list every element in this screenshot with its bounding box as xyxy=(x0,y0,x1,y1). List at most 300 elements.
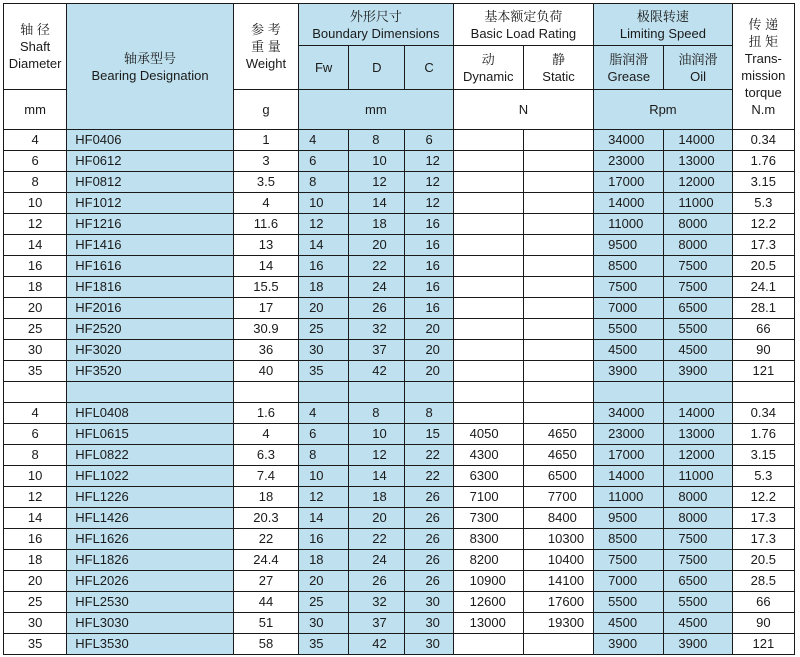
cell-dynamic xyxy=(453,172,523,193)
cell-fw: 14 xyxy=(299,235,349,256)
cell-c: 20 xyxy=(405,361,453,382)
cell-static xyxy=(523,130,593,151)
cell-fw: 20 xyxy=(299,571,349,592)
cell-grease: 5500 xyxy=(594,319,664,340)
cell-dynamic xyxy=(453,319,523,340)
header-static: 静 Static xyxy=(523,46,593,90)
table-row xyxy=(4,151,795,172)
cell-designation: HFL1626 xyxy=(67,529,234,550)
cell-shaft: 35 xyxy=(4,634,67,655)
cell-static xyxy=(523,172,593,193)
cell-weight: 7.4 xyxy=(233,466,298,487)
cell-c: 16 xyxy=(405,235,453,256)
cell-dynamic xyxy=(453,340,523,361)
cell-weight: 13 xyxy=(233,235,298,256)
cell-c: 30 xyxy=(405,592,453,613)
cell-shaft: 6 xyxy=(4,424,67,445)
cell-weight: 30.9 xyxy=(233,319,298,340)
cell-oil: 5500 xyxy=(664,319,732,340)
cell-shaft: 16 xyxy=(4,529,67,550)
cell-weight: 24.4 xyxy=(233,550,298,571)
cell-torque: 20.5 xyxy=(732,256,794,277)
cell-fw: 10 xyxy=(299,466,349,487)
cell-grease: 3900 xyxy=(594,361,664,382)
cell-weight: 4 xyxy=(233,424,298,445)
cell-dynamic: 8200 xyxy=(453,550,523,571)
cell-torque: 17.3 xyxy=(732,529,794,550)
cell-fw: 6 xyxy=(299,151,349,172)
cell-shaft: 18 xyxy=(4,550,67,571)
cell-d: 37 xyxy=(349,613,405,634)
cell-oil: 3900 xyxy=(664,634,732,655)
cell-static: 8400 xyxy=(523,508,593,529)
cell-grease: 5500 xyxy=(594,592,664,613)
cell-static xyxy=(523,340,593,361)
cell-oil: 6500 xyxy=(664,298,732,319)
cell-weight: 18 xyxy=(233,487,298,508)
cell-torque: 1.76 xyxy=(732,151,794,172)
header-oil: 油润滑 Oil xyxy=(664,46,732,90)
cell-torque: 17.3 xyxy=(732,235,794,256)
cell-oil: 4500 xyxy=(664,613,732,634)
cell-torque: 66 xyxy=(732,592,794,613)
cell-c: 12 xyxy=(405,172,453,193)
cell-static xyxy=(523,361,593,382)
cell-c: 20 xyxy=(405,319,453,340)
header-weight: 参 考 重 量 Weight xyxy=(233,4,298,90)
cell-c: 6 xyxy=(405,130,453,151)
cell-d: 12 xyxy=(349,445,405,466)
cell-d: 24 xyxy=(349,277,405,298)
table-row xyxy=(4,487,795,508)
header-limiting-speed: 极限转速 Limiting Speed xyxy=(594,4,733,46)
header-shaft-unit: mm xyxy=(4,90,67,130)
cell-shaft: 16 xyxy=(4,256,67,277)
header-d: D xyxy=(349,46,405,90)
cell-designation: HFL3530 xyxy=(67,634,234,655)
cell-c: 16 xyxy=(405,256,453,277)
cell-static xyxy=(523,403,593,424)
cell-fw: 18 xyxy=(299,277,349,298)
cell-grease: 11000 xyxy=(594,487,664,508)
cell-static: 4650 xyxy=(523,445,593,466)
cell-grease: 9500 xyxy=(594,235,664,256)
cell-static xyxy=(523,151,593,172)
cell-fw: 35 xyxy=(299,361,349,382)
cell-torque: 0.34 xyxy=(732,130,794,151)
cell-shaft: 4 xyxy=(4,130,67,151)
cell-weight: 22 xyxy=(233,529,298,550)
cell-fw: 12 xyxy=(299,214,349,235)
cell-weight: 20.3 xyxy=(233,508,298,529)
table-row xyxy=(4,592,795,613)
cell-c: 30 xyxy=(405,634,453,655)
cell-weight: 1.6 xyxy=(233,403,298,424)
cell-designation: HFL2530 xyxy=(67,592,234,613)
cell-d: 14 xyxy=(349,466,405,487)
cell-torque: 3.15 xyxy=(732,172,794,193)
cell-fw: 10 xyxy=(299,193,349,214)
table-row xyxy=(4,634,795,655)
cell-oil: 5500 xyxy=(664,592,732,613)
header-dims-unit: mm xyxy=(299,90,454,130)
cell-grease: 3900 xyxy=(594,634,664,655)
cell-static xyxy=(523,214,593,235)
cell-static xyxy=(523,235,593,256)
table-row xyxy=(4,613,795,634)
cell-torque: 121 xyxy=(732,634,794,655)
cell-dynamic: 10900 xyxy=(453,571,523,592)
cell-oil: 11000 xyxy=(664,193,732,214)
cell-static: 19300 xyxy=(523,613,593,634)
cell-dynamic xyxy=(453,277,523,298)
cell-grease: 4500 xyxy=(594,340,664,361)
table-row xyxy=(4,298,795,319)
cell-static xyxy=(523,256,593,277)
cell-oil: 3900 xyxy=(664,361,732,382)
cell-fw: 4 xyxy=(299,403,349,424)
cell-shaft: 18 xyxy=(4,277,67,298)
cell-static: 14100 xyxy=(523,571,593,592)
cell-c: 16 xyxy=(405,298,453,319)
cell-grease: 11000 xyxy=(594,214,664,235)
cell-designation: HFL1826 xyxy=(67,550,234,571)
cell-shaft: 35 xyxy=(4,361,67,382)
table-row xyxy=(4,235,795,256)
cell-oil: 6500 xyxy=(664,571,732,592)
cell-torque: 0.34 xyxy=(732,403,794,424)
cell-grease: 8500 xyxy=(594,256,664,277)
cell-grease: 7000 xyxy=(594,298,664,319)
header-c: C xyxy=(405,46,453,90)
cell-d: 22 xyxy=(349,529,405,550)
cell-weight: 15.5 xyxy=(233,277,298,298)
cell-shaft: 12 xyxy=(4,214,67,235)
cell-fw: 30 xyxy=(299,340,349,361)
header-weight-unit: g xyxy=(233,90,298,130)
table-row xyxy=(4,214,795,235)
cell-c: 26 xyxy=(405,571,453,592)
cell-weight: 51 xyxy=(233,613,298,634)
cell-d: 14 xyxy=(349,193,405,214)
table-row xyxy=(4,277,795,298)
cell-designation: HF2520 xyxy=(67,319,234,340)
cell-dynamic xyxy=(453,235,523,256)
cell-torque: 28.1 xyxy=(732,298,794,319)
cell-c: 26 xyxy=(405,529,453,550)
cell-oil: 8000 xyxy=(664,487,732,508)
cell-torque: 17.3 xyxy=(732,508,794,529)
table-row xyxy=(4,403,795,424)
cell-designation: HF3520 xyxy=(67,361,234,382)
cell-torque: 5.3 xyxy=(732,193,794,214)
cell-static: 10400 xyxy=(523,550,593,571)
cell-oil: 13000 xyxy=(664,424,732,445)
cell-dynamic: 13000 xyxy=(453,613,523,634)
cell-grease: 8500 xyxy=(594,529,664,550)
bearing-spec-table xyxy=(3,3,795,655)
cell-shaft: 8 xyxy=(4,172,67,193)
cell-torque: 20.5 xyxy=(732,550,794,571)
table-row xyxy=(4,466,795,487)
cell-designation: HFL1226 xyxy=(67,487,234,508)
cell-fw: 25 xyxy=(299,319,349,340)
cell-grease: 7500 xyxy=(594,550,664,571)
cell-d: 37 xyxy=(349,340,405,361)
cell-weight: 3.5 xyxy=(233,172,298,193)
header-basic-load-rating: 基本额定负荷 Basic Load Rating xyxy=(453,4,594,46)
cell-weight: 14 xyxy=(233,256,298,277)
cell-designation: HF1416 xyxy=(67,235,234,256)
cell-c: 12 xyxy=(405,151,453,172)
cell-static: 17600 xyxy=(523,592,593,613)
cell-fw: 6 xyxy=(299,424,349,445)
cell-designation: HF3020 xyxy=(67,340,234,361)
cell-designation: HF2016 xyxy=(67,298,234,319)
cell-designation: HFL3030 xyxy=(67,613,234,634)
cell-d: 18 xyxy=(349,214,405,235)
cell-weight: 44 xyxy=(233,592,298,613)
cell-oil: 7500 xyxy=(664,256,732,277)
cell-fw: 4 xyxy=(299,130,349,151)
cell-grease: 23000 xyxy=(594,151,664,172)
table-spacer xyxy=(4,382,795,403)
cell-dynamic xyxy=(453,151,523,172)
cell-torque: 5.3 xyxy=(732,466,794,487)
cell-oil: 13000 xyxy=(664,151,732,172)
header-speed-unit: Rpm xyxy=(594,90,733,130)
cell-c: 15 xyxy=(405,424,453,445)
cell-dynamic xyxy=(453,214,523,235)
table-row xyxy=(4,340,795,361)
table-row xyxy=(4,130,795,151)
cell-oil: 12000 xyxy=(664,172,732,193)
cell-grease: 17000 xyxy=(594,172,664,193)
cell-torque: 66 xyxy=(732,319,794,340)
cell-c: 12 xyxy=(405,193,453,214)
table-body-hfl xyxy=(4,403,795,655)
cell-weight: 4 xyxy=(233,193,298,214)
cell-fw: 35 xyxy=(299,634,349,655)
cell-designation: HF1616 xyxy=(67,256,234,277)
cell-grease: 9500 xyxy=(594,508,664,529)
cell-fw: 18 xyxy=(299,550,349,571)
cell-designation: HFL1022 xyxy=(67,466,234,487)
cell-grease: 14000 xyxy=(594,193,664,214)
cell-designation: HFL0615 xyxy=(67,424,234,445)
cell-d: 26 xyxy=(349,571,405,592)
cell-designation: HF1816 xyxy=(67,277,234,298)
cell-shaft: 14 xyxy=(4,235,67,256)
header-load-unit: N xyxy=(453,90,594,130)
cell-fw: 16 xyxy=(299,256,349,277)
table-row xyxy=(4,445,795,466)
cell-fw: 14 xyxy=(299,508,349,529)
cell-c: 30 xyxy=(405,613,453,634)
cell-grease: 7000 xyxy=(594,571,664,592)
cell-c: 22 xyxy=(405,445,453,466)
cell-static: 10300 xyxy=(523,529,593,550)
cell-d: 26 xyxy=(349,298,405,319)
cell-torque: 12.2 xyxy=(732,214,794,235)
cell-dynamic: 7100 xyxy=(453,487,523,508)
cell-designation: HF1216 xyxy=(67,214,234,235)
cell-c: 8 xyxy=(405,403,453,424)
cell-oil: 4500 xyxy=(664,340,732,361)
table-body-hf xyxy=(4,130,795,382)
header-transmission-torque: 传 递 扭 矩 Trans- mission torque N.m xyxy=(732,4,794,130)
cell-c: 26 xyxy=(405,487,453,508)
cell-dynamic xyxy=(453,361,523,382)
table-row xyxy=(4,361,795,382)
cell-dynamic xyxy=(453,634,523,655)
cell-oil: 8000 xyxy=(664,508,732,529)
header-boundary-dimensions: 外形尺寸 Boundary Dimensions xyxy=(299,4,454,46)
cell-fw: 16 xyxy=(299,529,349,550)
cell-torque: 121 xyxy=(732,361,794,382)
cell-d: 10 xyxy=(349,151,405,172)
cell-dynamic: 7300 xyxy=(453,508,523,529)
cell-weight: 17 xyxy=(233,298,298,319)
cell-weight: 40 xyxy=(233,361,298,382)
cell-dynamic xyxy=(453,193,523,214)
cell-fw: 25 xyxy=(299,592,349,613)
cell-shaft: 6 xyxy=(4,151,67,172)
table-row xyxy=(4,508,795,529)
cell-torque: 90 xyxy=(732,340,794,361)
cell-designation: HF1012 xyxy=(67,193,234,214)
cell-oil: 11000 xyxy=(664,466,732,487)
table-row xyxy=(4,319,795,340)
cell-torque: 12.2 xyxy=(732,487,794,508)
cell-designation: HFL2026 xyxy=(67,571,234,592)
cell-shaft: 25 xyxy=(4,319,67,340)
cell-weight: 58 xyxy=(233,634,298,655)
cell-shaft: 30 xyxy=(4,340,67,361)
cell-static: 4650 xyxy=(523,424,593,445)
cell-designation: HFL0822 xyxy=(67,445,234,466)
cell-fw: 8 xyxy=(299,445,349,466)
cell-c: 16 xyxy=(405,277,453,298)
cell-weight: 36 xyxy=(233,340,298,361)
cell-oil: 12000 xyxy=(664,445,732,466)
table-row xyxy=(4,193,795,214)
cell-weight: 3 xyxy=(233,151,298,172)
header-grease: 脂润滑 Grease xyxy=(594,46,664,90)
cell-shaft: 12 xyxy=(4,487,67,508)
cell-d: 32 xyxy=(349,592,405,613)
cell-shaft: 8 xyxy=(4,445,67,466)
cell-c: 26 xyxy=(405,508,453,529)
table-row xyxy=(4,424,795,445)
cell-d: 10 xyxy=(349,424,405,445)
cell-d: 42 xyxy=(349,634,405,655)
cell-static xyxy=(523,634,593,655)
cell-fw: 20 xyxy=(299,298,349,319)
cell-grease: 34000 xyxy=(594,130,664,151)
cell-designation: HFL0408 xyxy=(67,403,234,424)
table-row xyxy=(4,529,795,550)
cell-static xyxy=(523,277,593,298)
cell-shaft: 30 xyxy=(4,613,67,634)
cell-dynamic: 4050 xyxy=(453,424,523,445)
cell-dynamic: 4300 xyxy=(453,445,523,466)
cell-shaft: 25 xyxy=(4,592,67,613)
cell-d: 24 xyxy=(349,550,405,571)
cell-shaft: 10 xyxy=(4,466,67,487)
header-fw: Fw xyxy=(299,46,349,90)
cell-weight: 11.6 xyxy=(233,214,298,235)
cell-c: 16 xyxy=(405,214,453,235)
table-row xyxy=(4,550,795,571)
cell-weight: 6.3 xyxy=(233,445,298,466)
cell-c: 26 xyxy=(405,550,453,571)
cell-oil: 14000 xyxy=(664,403,732,424)
cell-designation: HF0812 xyxy=(67,172,234,193)
cell-grease: 4500 xyxy=(594,613,664,634)
cell-dynamic: 6300 xyxy=(453,466,523,487)
cell-dynamic xyxy=(453,256,523,277)
cell-dynamic: 12600 xyxy=(453,592,523,613)
cell-torque: 28.5 xyxy=(732,571,794,592)
cell-dynamic xyxy=(453,403,523,424)
cell-torque: 24.1 xyxy=(732,277,794,298)
cell-oil: 14000 xyxy=(664,130,732,151)
cell-static xyxy=(523,298,593,319)
cell-torque: 90 xyxy=(732,613,794,634)
header-dynamic: 动 Dynamic xyxy=(453,46,523,90)
table-row xyxy=(4,571,795,592)
cell-torque: 3.15 xyxy=(732,445,794,466)
cell-fw: 8 xyxy=(299,172,349,193)
cell-static xyxy=(523,319,593,340)
cell-oil: 8000 xyxy=(664,235,732,256)
cell-torque: 1.76 xyxy=(732,424,794,445)
cell-d: 12 xyxy=(349,172,405,193)
header-shaft-diameter: 轴 径 Shaft Diameter xyxy=(4,4,67,90)
cell-weight: 1 xyxy=(233,130,298,151)
cell-static: 6500 xyxy=(523,466,593,487)
cell-d: 22 xyxy=(349,256,405,277)
cell-designation: HFL1426 xyxy=(67,508,234,529)
table-row xyxy=(4,256,795,277)
header-bearing-designation: 轴承型号 Bearing Designation xyxy=(67,4,234,130)
cell-d: 32 xyxy=(349,319,405,340)
cell-shaft: 10 xyxy=(4,193,67,214)
cell-d: 42 xyxy=(349,361,405,382)
cell-grease: 34000 xyxy=(594,403,664,424)
cell-c: 22 xyxy=(405,466,453,487)
cell-d: 18 xyxy=(349,487,405,508)
cell-oil: 7500 xyxy=(664,277,732,298)
cell-c: 20 xyxy=(405,340,453,361)
cell-grease: 17000 xyxy=(594,445,664,466)
cell-static: 7700 xyxy=(523,487,593,508)
cell-shaft: 20 xyxy=(4,571,67,592)
cell-d: 20 xyxy=(349,508,405,529)
cell-oil: 7500 xyxy=(664,550,732,571)
cell-grease: 23000 xyxy=(594,424,664,445)
cell-shaft: 4 xyxy=(4,403,67,424)
cell-d: 8 xyxy=(349,403,405,424)
cell-fw: 12 xyxy=(299,487,349,508)
cell-shaft: 14 xyxy=(4,508,67,529)
cell-d: 8 xyxy=(349,130,405,151)
cell-static xyxy=(523,193,593,214)
table-row xyxy=(4,172,795,193)
cell-grease: 14000 xyxy=(594,466,664,487)
cell-designation: HF0406 xyxy=(67,130,234,151)
